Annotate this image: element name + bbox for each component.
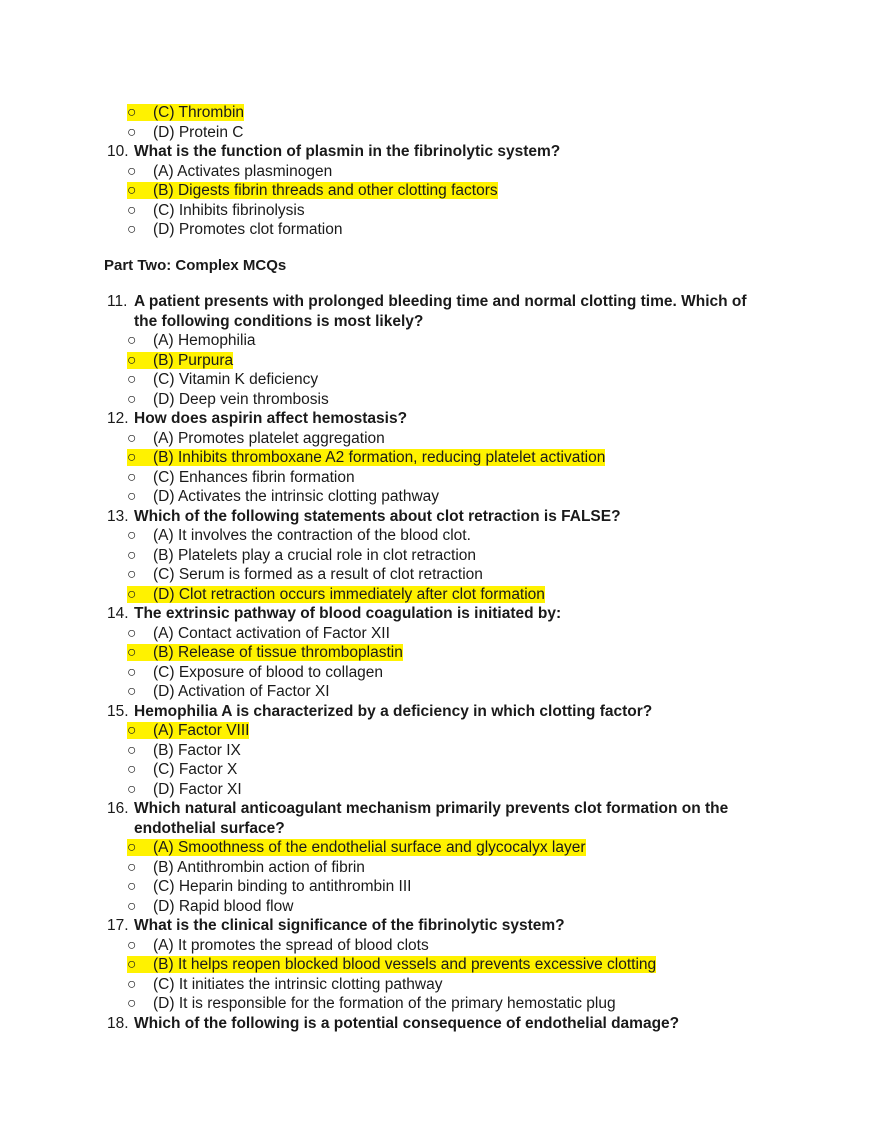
option-text: (D) Protein C <box>153 123 244 141</box>
option-line <box>0 936 880 956</box>
answer-highlight <box>127 956 656 973</box>
question-number: 14. <box>107 605 129 622</box>
bullet: ○ <box>127 468 137 486</box>
bullet: ○ <box>127 182 137 199</box>
option-text: (D) Activation of Factor XI <box>153 683 330 700</box>
bullet: ○ <box>127 975 137 993</box>
bullet: ○ <box>127 221 137 238</box>
question-10 <box>0 142 880 162</box>
option-text: (D) Deep vein thrombosis <box>153 390 329 408</box>
option-text: (B) Inhibits thromboxane A2 formation, reducing platelet activation <box>153 449 606 466</box>
bullet: ○ <box>127 995 137 1012</box>
option-text: (B) Factor IX <box>153 741 241 759</box>
option-line <box>0 643 880 663</box>
option-line <box>0 682 880 702</box>
option-line <box>0 780 880 800</box>
option-text: (C) Exposure of blood to collagen <box>153 663 384 681</box>
question-number: 10. <box>107 143 129 160</box>
question-11 <box>0 292 880 312</box>
option-text: (B) Platelets play a crucial role in clot retraction <box>153 546 477 564</box>
question-text: Which of the following is a potential consequence of endothelial damage? <box>134 1014 680 1032</box>
option-text: (D) It is responsible for the formation of the primary hemostatic plug <box>153 995 616 1012</box>
option-line <box>0 565 880 585</box>
option-line <box>0 838 880 858</box>
option-line <box>0 331 880 351</box>
question-number: 13. <box>107 507 129 525</box>
bullet: ○ <box>127 722 137 739</box>
option-text: (B) Antithrombin action of fibrin <box>153 858 365 876</box>
option-line <box>0 103 880 123</box>
question-text: A patient presents with prolonged bleeding time and normal clotting time. Which of <box>134 293 747 310</box>
question-number: 17. <box>107 917 129 934</box>
option-line <box>0 877 880 897</box>
option-text: (A) Contact activation of Factor XII <box>153 624 390 642</box>
option-text: (A) Hemophilia <box>153 332 256 349</box>
bullet: ○ <box>127 104 137 121</box>
option-text: (A) It involves the contraction of the blood clot. <box>153 527 471 544</box>
question-16 <box>0 799 880 819</box>
option-line <box>0 390 880 410</box>
bullet: ○ <box>127 566 137 583</box>
option-text: (C) Factor X <box>153 761 238 778</box>
answer-highlight <box>127 104 244 121</box>
bullet: ○ <box>127 956 137 973</box>
question-text: Which of the following statements about clot retraction is FALSE? <box>134 507 621 525</box>
question-number: 16. <box>107 800 129 817</box>
bullet: ○ <box>127 780 137 798</box>
option-line <box>0 741 880 761</box>
question-17 <box>0 916 880 936</box>
answer-highlight <box>127 722 249 739</box>
bullet: ○ <box>127 527 137 544</box>
bullet: ○ <box>127 839 137 856</box>
option-line <box>0 487 880 507</box>
option-line <box>0 123 880 143</box>
bullet: ○ <box>127 371 137 388</box>
option-line <box>0 663 880 683</box>
section-title: Part Two: Complex MCQs <box>104 256 287 274</box>
question-number: 18. <box>107 1014 129 1032</box>
question-number: 15. <box>107 702 129 720</box>
option-text: (C) Inhibits fibrinolysis <box>153 201 305 219</box>
option-text: (D) Clot retraction occurs immediately after clot formation <box>153 585 545 603</box>
bullet: ○ <box>127 332 137 349</box>
option-line <box>0 975 880 995</box>
answer-highlight <box>127 644 403 661</box>
question-number: 11. <box>107 293 128 310</box>
bullet: ○ <box>127 201 137 219</box>
question-16-continued: endothelial surface? <box>134 819 285 837</box>
question-text: What is the clinical significance of the fibrinolytic system? <box>134 917 565 934</box>
option-line <box>0 370 880 390</box>
question-15 <box>0 702 880 722</box>
option-text: (B) Release of tissue thromboplastin <box>153 644 403 661</box>
bullet: ○ <box>127 897 137 915</box>
option-line <box>0 220 880 240</box>
question-11-continued: the following conditions is most likely? <box>134 312 424 330</box>
option-line <box>0 760 880 780</box>
question-text: What is the function of plasmin in the fibrinolytic system? <box>134 143 561 160</box>
option-line <box>0 624 880 644</box>
answer-highlight <box>127 839 586 856</box>
option-text: (A) Factor VIII <box>153 722 250 739</box>
question-text: The extrinsic pathway of blood coagulation is initiated by: <box>134 605 562 622</box>
option-text: (A) Smoothness of the endothelial surface and glycocalyx layer <box>153 839 586 856</box>
option-line <box>0 897 880 917</box>
bullet: ○ <box>127 429 137 447</box>
bullet: ○ <box>127 351 137 369</box>
bullet: ○ <box>127 936 137 954</box>
answer-highlight <box>127 586 545 603</box>
option-text: (C) Vitamin K deficiency <box>153 371 319 388</box>
bullet: ○ <box>127 624 137 642</box>
option-text: (D) Factor XI <box>153 780 242 798</box>
option-line <box>0 181 880 201</box>
option-line <box>0 585 880 605</box>
answer-highlight <box>127 182 498 199</box>
question-text: Hemophilia A is characterized by a deficiency in which clotting factor? <box>134 702 653 720</box>
bullet: ○ <box>127 585 137 603</box>
bullet: ○ <box>127 644 137 661</box>
question-14 <box>0 604 880 624</box>
bullet: ○ <box>127 162 137 180</box>
option-text: (C) Heparin binding to antithrombin III <box>153 878 412 895</box>
option-line <box>0 994 880 1014</box>
option-line <box>0 162 880 182</box>
option-text: (D) Promotes clot formation <box>153 221 343 238</box>
bullet: ○ <box>127 741 137 759</box>
question-12 <box>0 409 880 429</box>
option-text: (B) Digests fibrin threads and other clotting factors <box>153 182 498 199</box>
option-line <box>0 546 880 566</box>
option-text: (C) Thrombin <box>153 104 245 121</box>
bullet: ○ <box>127 858 137 876</box>
option-text: (D) Activates the intrinsic clotting pathway <box>153 488 440 505</box>
question-text: Which natural anticoagulant mechanism primarily prevents clot formation on the <box>134 800 729 817</box>
spacer <box>0 240 880 256</box>
option-text: (A) Promotes platelet aggregation <box>153 429 385 447</box>
option-text: (B) It helps reopen blocked blood vessels and prevents excessive clotting <box>153 956 657 973</box>
option-line <box>0 721 880 741</box>
bullet: ○ <box>127 123 137 141</box>
answer-highlight <box>127 352 233 369</box>
bullet: ○ <box>127 761 137 778</box>
option-line <box>0 955 880 975</box>
option-text: (C) Enhances fibrin formation <box>153 468 355 486</box>
option-line <box>0 429 880 449</box>
question-13 <box>0 507 880 527</box>
option-line <box>0 526 880 546</box>
answer-highlight <box>127 449 605 466</box>
option-text: (A) Activates plasminogen <box>153 162 333 180</box>
bullet: ○ <box>127 390 137 408</box>
bullet: ○ <box>127 878 137 895</box>
document-page <box>0 103 880 1033</box>
spacer <box>0 275 880 292</box>
question-text: How does aspirin affect hemostasis? <box>134 410 408 427</box>
question-18 <box>0 1014 880 1034</box>
option-text: (B) Purpura <box>153 351 234 369</box>
option-line <box>0 858 880 878</box>
bullet: ○ <box>127 683 137 700</box>
option-line <box>0 468 880 488</box>
option-text: (D) Rapid blood flow <box>153 897 294 915</box>
bullet: ○ <box>127 546 137 564</box>
bullet: ○ <box>127 663 137 681</box>
option-text: (C) It initiates the intrinsic clotting pathway <box>153 975 443 993</box>
option-line <box>0 448 880 468</box>
bullet: ○ <box>127 449 137 466</box>
option-line <box>0 351 880 371</box>
option-text: (C) Serum is formed as a result of clot retraction <box>153 566 483 583</box>
option-line <box>0 201 880 221</box>
bullet: ○ <box>127 488 137 505</box>
question-number: 12. <box>107 410 129 427</box>
option-text: (A) It promotes the spread of blood clots <box>153 936 429 954</box>
